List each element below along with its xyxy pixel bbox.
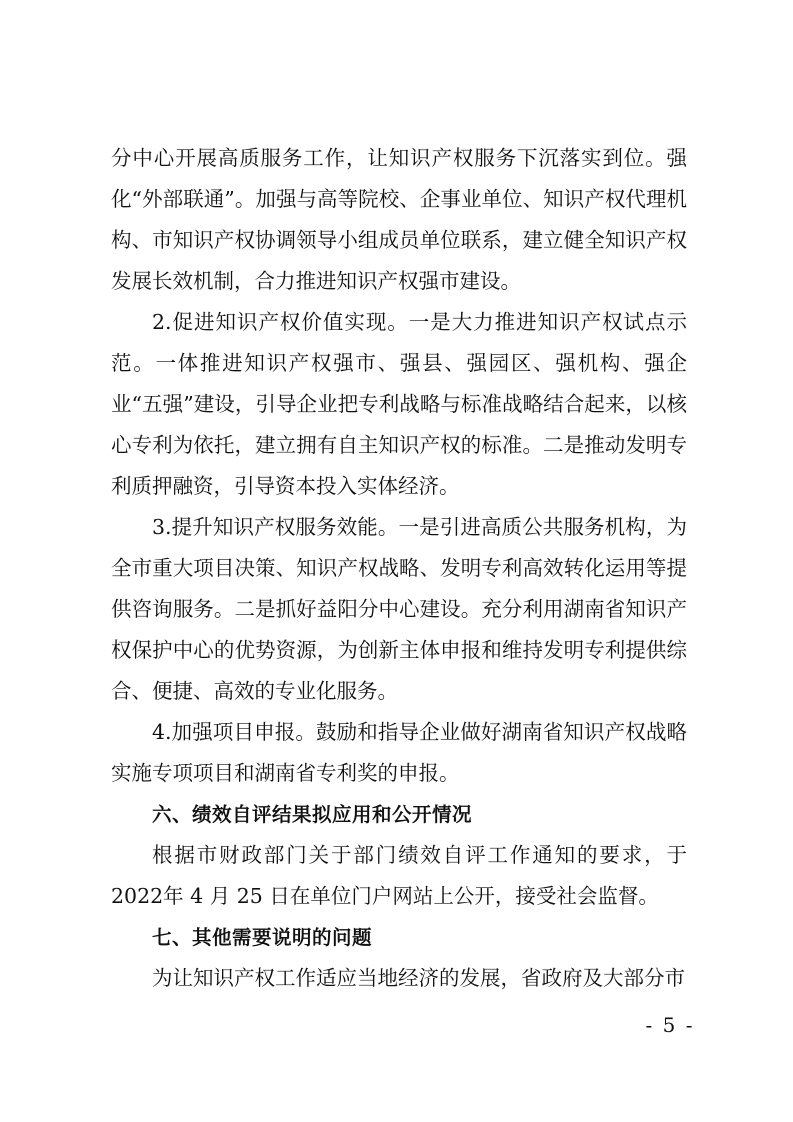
document-body: [111, 138, 687, 999]
paragraph-item-3: 3.提升知识产权服务效能。一是引进高质公共服务机构，为全市重大项目决策、知识产权战略、发明专利高效转化运用等提供咨询服务。二是抓好益阳分中心建设。充分利用湖南省知识产权保护中心的优势资源，为创新主体申报和维持发明专利提供综合、便捷、高效的专业化服务。: [111, 515, 687, 703]
paragraph-continuation: 分中心开展高质服务工作，让知识产权服务下沉落实到位。强化“外部联通”。加强与高等院校、企事业单位、知识产权代理机构、市知识产权协调领导小组成员单位联系，建立健全知识产权发展长效机制，合力推进知识产权强市建设。: [111, 146, 687, 293]
section-7-text: 为让知识产权工作适应当地经济的发展，省政府及大部分市: [152, 966, 685, 990]
section-6-heading: 六、绩效自评结果拟应用和公开情况: [152, 803, 473, 826]
paragraph-item-2: 2.促进知识产权价值实现。一是大力推进知识产权试点示范。一体推进知识产权强市、强县、强园区、强机构、强企业“五强”建设，引导企业把专利战略与标准战略结合起来，以核心专利为依托，建立拥有自主知识产权的标准。二是推动发明专利质押融资，引导资本投入实体经济。: [111, 310, 687, 498]
page-number: - 5 -: [645, 1013, 695, 1037]
section-6-text: 根据市财政部门关于部门绩效自评工作通知的要求，于2022年 4 月 25 日在单位门户网站上公开，接受社会监督。: [111, 843, 687, 908]
paragraph-item-4: 4.加强项目申报。鼓励和指导企业做好湖南省知识产权战略实施专项项目和湖南省专利奖的申报。: [111, 720, 687, 785]
section-7-heading: 七、其他需要说明的问题: [152, 926, 373, 949]
